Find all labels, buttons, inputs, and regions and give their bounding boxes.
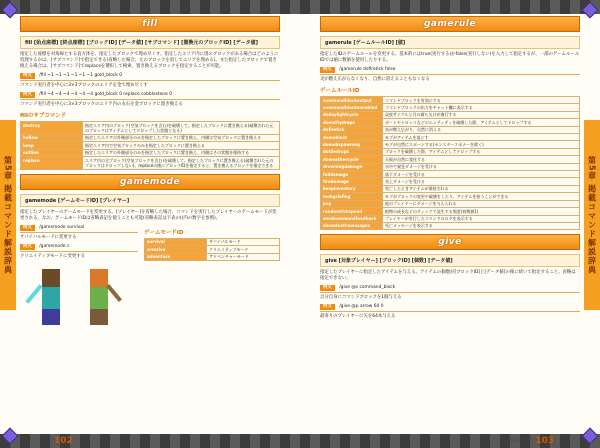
table-row bbox=[321, 215, 580, 222]
table-value-cell: 指定エリア内のブロック(空気ブロックを含む)を破壊して、指定したブロックに置き換える(破壊された元のブロックはアイテムとしてドロップした状態となる) bbox=[83, 122, 280, 135]
example-label: 例文 bbox=[320, 304, 335, 310]
table-row bbox=[321, 156, 580, 163]
gamemode-examples bbox=[20, 225, 138, 333]
table-row bbox=[145, 246, 280, 253]
table-value-cell: 指定したエリアの外側部分のみを指定したブロックに置き換え、内側はその状態を維持する bbox=[83, 149, 280, 156]
alex-figure bbox=[90, 269, 108, 325]
fill-example-1-desc: コマンド実行者を中心に3×3ブロックのエリアを金で埋め尽くす bbox=[20, 83, 148, 88]
gamerule-id-table bbox=[320, 96, 580, 230]
table-row bbox=[321, 111, 580, 118]
table-value-cell: 天候が自然に変化する bbox=[383, 156, 580, 163]
top-border bbox=[300, 0, 600, 14]
fill-syntax: fill [始点座標] [終点座標] [ブロックID] [データ値] [サブコマンド] [置換元のブロックID] [データ値] bbox=[20, 36, 280, 49]
table-key-cell: keep bbox=[21, 142, 83, 149]
table-value-cell: 水中で窒息ダメージを受ける bbox=[383, 163, 580, 170]
table-row bbox=[321, 193, 580, 200]
gamerule-example-1-desc: 炎が燃え広がらなくなり、自然に消えることもなくなる bbox=[320, 77, 430, 82]
top-border bbox=[0, 0, 300, 14]
table-key-cell: firedamage bbox=[321, 178, 383, 185]
fill-example-2-desc: コマンド実行者を中心に3×3ブロックのエリア内の丸石を金ブロックに置き換える bbox=[20, 102, 183, 107]
gamemode-description: 指定したプレイヤーのゲームモードを変更する。[プレイヤー]を省略した場合、コマンドを実行したプレイヤーのゲームモードが変更される。なお、ゲームモードIDは省略表記を使うことも可能(省略表記は下表の()内の数字を参照)。 bbox=[20, 209, 277, 221]
fill-example-1 bbox=[20, 73, 280, 81]
table-key-cell: showdeathmessages bbox=[321, 222, 383, 229]
gamerule-id-heading: ゲームルールID bbox=[320, 88, 360, 94]
table-value-cell: 他のプレイヤーにダメージを与えられる bbox=[383, 200, 580, 207]
table-value-cell: サバイバルモード bbox=[207, 238, 280, 245]
table-value-cell: エリア内の全ブロック(空気ブロックを含む)を破壊して、指定したブロックに置き換える(破壊された元のブロックはドロップしない)。replaceの後にブロックIDを指定すると、置き換えるブロックを指定できる bbox=[83, 157, 280, 170]
table-row bbox=[145, 238, 280, 245]
table-row bbox=[321, 126, 580, 133]
table-key-cell: domobspawning bbox=[321, 141, 383, 148]
gamerule-syntax: gamerule [ゲームルールID] [値] bbox=[320, 36, 580, 49]
table-row bbox=[321, 200, 580, 207]
gamemode-example-2-desc: クリエイティブモードに変更する bbox=[20, 253, 86, 259]
table-value-cell: プレイヤーが実行したコマンドのログを表示する bbox=[383, 215, 580, 222]
table-value-cell: モブがブロックの変更や破壊をしたり、アイテムを拾うことができる bbox=[383, 193, 580, 200]
table-key-cell: doentitydrops bbox=[321, 119, 383, 126]
fill-example-2 bbox=[20, 92, 280, 100]
table-key-cell: falldamage bbox=[321, 171, 383, 178]
table-key-cell: keepinventory bbox=[321, 185, 383, 192]
table-row bbox=[21, 142, 280, 149]
give-example-1-desc: 自分自身にコマンドブロックを1個与える bbox=[320, 295, 402, 301]
gamerule-example-1 bbox=[320, 67, 580, 75]
give-banner: give bbox=[320, 234, 580, 250]
table-value-cell: 植物の成長などのティックで発生する頻度(初期値1) bbox=[383, 208, 580, 215]
table-key-cell: survival bbox=[145, 238, 207, 245]
example-code: /gamemode survival bbox=[39, 224, 85, 230]
table-value-cell: クリエイティブモード bbox=[207, 246, 280, 253]
page-number: 103 bbox=[535, 436, 554, 446]
pickaxe-icon bbox=[106, 284, 122, 302]
fill-banner: fill bbox=[20, 16, 280, 32]
table-value-cell: 指定エリア内で空気ブロックのみを指定したブロックに置き換える bbox=[83, 142, 280, 149]
table-row bbox=[21, 134, 280, 141]
table-row bbox=[321, 148, 580, 155]
table-key-cell: dotiledrops bbox=[321, 148, 383, 155]
example-code: /fill ~1 ~1 ~1 ~1 ~1 ~1 gold_block 0 bbox=[39, 73, 123, 78]
gamemode-examples-row bbox=[20, 225, 280, 333]
table-value-cell: 死亡メッセージを表示する bbox=[383, 222, 580, 229]
example-code: /gamerule dofiretick false bbox=[339, 67, 396, 72]
table-row bbox=[321, 104, 580, 111]
give-example-1 bbox=[320, 285, 580, 293]
gamemode-example-1 bbox=[20, 225, 138, 233]
table-row bbox=[21, 122, 280, 135]
gamemode-id-section bbox=[144, 225, 280, 333]
bottom-border bbox=[300, 434, 600, 448]
table-key-cell: mobgriefing bbox=[321, 193, 383, 200]
table-key-cell: sendcommandfeedback bbox=[321, 215, 383, 222]
bottom-border bbox=[0, 434, 300, 448]
gamemode-syntax: gamemode [ゲームモードID] [プレイヤー] bbox=[20, 194, 280, 207]
fill-subcommand-heading: fillのサブコマンド bbox=[20, 113, 67, 119]
fill-subcommand-table bbox=[20, 121, 280, 170]
table-key-cell: domobloot bbox=[321, 134, 383, 141]
table-value-cell: ボートやトロッコなどのエンティティを破壊した際、アイテムとしてドロップする bbox=[383, 119, 580, 126]
table-row bbox=[21, 157, 280, 170]
table-row bbox=[321, 222, 580, 229]
give-syntax: give [対象プレイヤー] [ブロックID] [個数] [データ値] bbox=[320, 254, 580, 267]
gamemode-example-2 bbox=[20, 244, 138, 252]
table-value-cell: 炎が燃え広がり、自然に消える bbox=[383, 126, 580, 133]
table-key-cell: doweathercycle bbox=[321, 156, 383, 163]
table-key-cell: creative bbox=[145, 246, 207, 253]
table-row bbox=[321, 134, 580, 141]
table-value-cell: アドベンチャーモード bbox=[207, 253, 280, 260]
character-illustration bbox=[20, 263, 138, 333]
table-key-cell: hollow bbox=[21, 134, 83, 141]
example-label: 例文 bbox=[320, 285, 335, 291]
table-row bbox=[321, 171, 580, 178]
example-label: 例文 bbox=[20, 73, 35, 79]
example-code: /give @p arrow 64 0 bbox=[339, 304, 384, 310]
give-example-2 bbox=[320, 304, 580, 312]
right-content bbox=[320, 16, 580, 420]
table-value-cell: 落下ダメージを受ける bbox=[383, 171, 580, 178]
example-label: 例文 bbox=[320, 67, 335, 73]
page-number: 102 bbox=[54, 436, 73, 446]
steve-figure bbox=[42, 269, 60, 325]
table-key-cell: destroy bbox=[21, 122, 83, 135]
table-key-cell: dofiretick bbox=[321, 126, 383, 133]
gamemode-banner: gamemode bbox=[20, 174, 280, 190]
left-content bbox=[20, 16, 280, 420]
table-value-cell: 炎上ダメージを受ける bbox=[383, 178, 580, 185]
table-row bbox=[321, 119, 580, 126]
table-key-cell: replace bbox=[21, 157, 83, 170]
table-row bbox=[321, 97, 580, 104]
chapter-side-tab: 第5章 掲載コマンド解説辞典 bbox=[584, 120, 600, 310]
table-row bbox=[321, 141, 580, 148]
gamerule-banner: gamerule bbox=[320, 16, 580, 32]
example-label: 例文 bbox=[20, 225, 35, 231]
gamemode-example-1-desc: サバイバルモードに変更する bbox=[20, 234, 77, 240]
right-page bbox=[300, 0, 600, 448]
table-row bbox=[321, 208, 580, 215]
table-value-cell: 指定したエリアの外側部分のみを指定したブロックに置き換え、内側は空気ブロックに置き換える bbox=[83, 134, 280, 141]
example-code: /gamemode c bbox=[39, 243, 70, 249]
give-description: 指定したプレイヤーに指定したアイテムを与える。アイテムの個数が[ブロックID]と[データ値]の後に続いて指定すること。省略は指定できない。 bbox=[320, 270, 576, 282]
table-value-cell: 昼夜サイクルと月の満ち欠けが進行する bbox=[383, 111, 580, 118]
example-code: /fill ~4 ~4 ~4 ~4 ~4 ~4 gold_block 0 replace cobblestone 0 bbox=[39, 92, 172, 97]
table-value-cell: ブロックを破壊した際、アイテムとしてドロップする bbox=[383, 148, 580, 155]
table-key-cell: outline bbox=[21, 149, 83, 156]
table-key-cell: pvp bbox=[321, 200, 383, 207]
table-row bbox=[21, 149, 280, 156]
fill-description: 指定した座標を対角線とする直方体を、指定したブロックで埋め尽くす。指定したエリア内に別のブロックがある場合はどのように処理するかは、[サブコマンド]で指定できる(省略した場合、元のブロックを消してエリアを埋める)。また指定したブロックで置き換える場合は、[サブコマンド]でreplaceを選択して検索、置き換えるブロックを指定することが可能。 bbox=[20, 52, 279, 69]
table-value-cell: 死亡したときアイテムが保持される bbox=[383, 185, 580, 192]
table-row bbox=[321, 163, 580, 170]
table-key-cell: dodaylightcycle bbox=[321, 111, 383, 118]
table-key-cell: randomtickspeed bbox=[321, 208, 383, 215]
table-row bbox=[321, 185, 580, 192]
table-key-cell: drowningdamage bbox=[321, 163, 383, 170]
gamemode-id-table bbox=[144, 238, 280, 261]
gamerule-description: 指定したIDのゲームルールを変更する。基本的にはtrue(実行する)かfalse(実行しない)を入力して指定するが、一部のゲームルールIDでは値に数値を使用したりする。 bbox=[320, 52, 580, 63]
gamemode-id-heading: ゲームモードID bbox=[144, 229, 184, 236]
example-code: /give @s command_block bbox=[339, 285, 396, 291]
footnote: ※□は半角スペース bbox=[502, 438, 542, 443]
chapter-side-tab: 第5章 掲載コマンド解説辞典 bbox=[0, 120, 16, 310]
table-key-cell: commandblocksenabled bbox=[321, 104, 383, 111]
table-row bbox=[145, 253, 280, 260]
sword-icon bbox=[25, 284, 42, 303]
give-example-2-desc: 最寄りのプレイヤーに矢を64本与える bbox=[320, 314, 396, 320]
table-value-cell: モブがアイテムを落とす bbox=[383, 134, 580, 141]
table-value-cell: コマンドブロックを有効にする bbox=[383, 97, 580, 104]
example-label: 例文 bbox=[20, 244, 35, 250]
table-value-cell: コマンドブロックの出力をチャット欄に表示する bbox=[383, 104, 580, 111]
table-key-cell: commandblockoutput bbox=[321, 97, 383, 104]
table-key-cell: adventure bbox=[145, 253, 207, 260]
table-row bbox=[321, 178, 580, 185]
example-label: 例文 bbox=[20, 92, 35, 98]
table-value-cell: モブが自然にスポーンする(モンスタースポナーを除く) bbox=[383, 141, 580, 148]
